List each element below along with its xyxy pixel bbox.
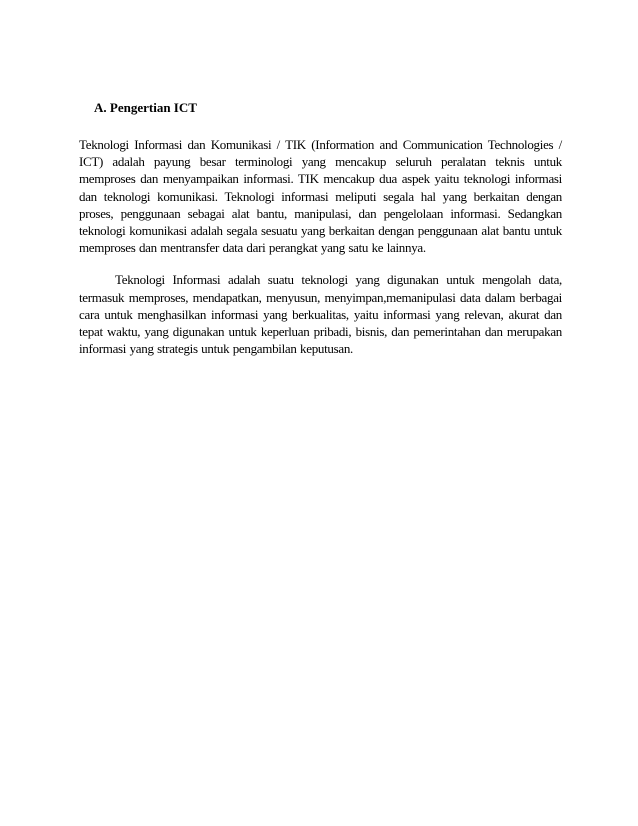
document-page bbox=[79, 99, 562, 372]
section-heading bbox=[94, 99, 562, 117]
heading-title: Pengertian ICT bbox=[109, 100, 197, 115]
paragraph-definition-tik: Teknologi Informasi dan Komunikasi / TIK (Information and Communication Technologies / ICT) adalah payung besar terminologi yang mencakup seluruh peralatan teknis untuk memproses dan menyampaikan informasi. TIK mencakup dua aspek yaitu teknologi informasi dan teknologi komunikasi. Teknologi informasi meliputi segala hal yang berkaitan dengan proses, penggunaan sebagai alat bantu, manipulasi, dan pengelolaan informasi. Sedangkan teknologi komunikasi adalah segala sesuatu yang berkaitan dengan penggunaan alat bantu untuk memproses dan mentransfer data dari perangkat yang satu ke lainnya. bbox=[79, 137, 562, 256]
heading-marker: A. bbox=[94, 100, 107, 115]
paragraph-definition-ti: Teknologi Informasi adalah suatu teknologi yang digunakan untuk mengolah data, termasuk memproses, mendapatkan, menyusun, menyimpan,memanipulasi data dalam berbagai cara untuk menghasilkan informasi yang berkualitas, yaitu informasi yang relevan, akurat dan tepat waktu, yang digunakan untuk keperluan pribadi, bisnis, dan pemerintahan dan merupakan informasi yang strategis untuk pengambilan keputusan. bbox=[79, 272, 562, 357]
